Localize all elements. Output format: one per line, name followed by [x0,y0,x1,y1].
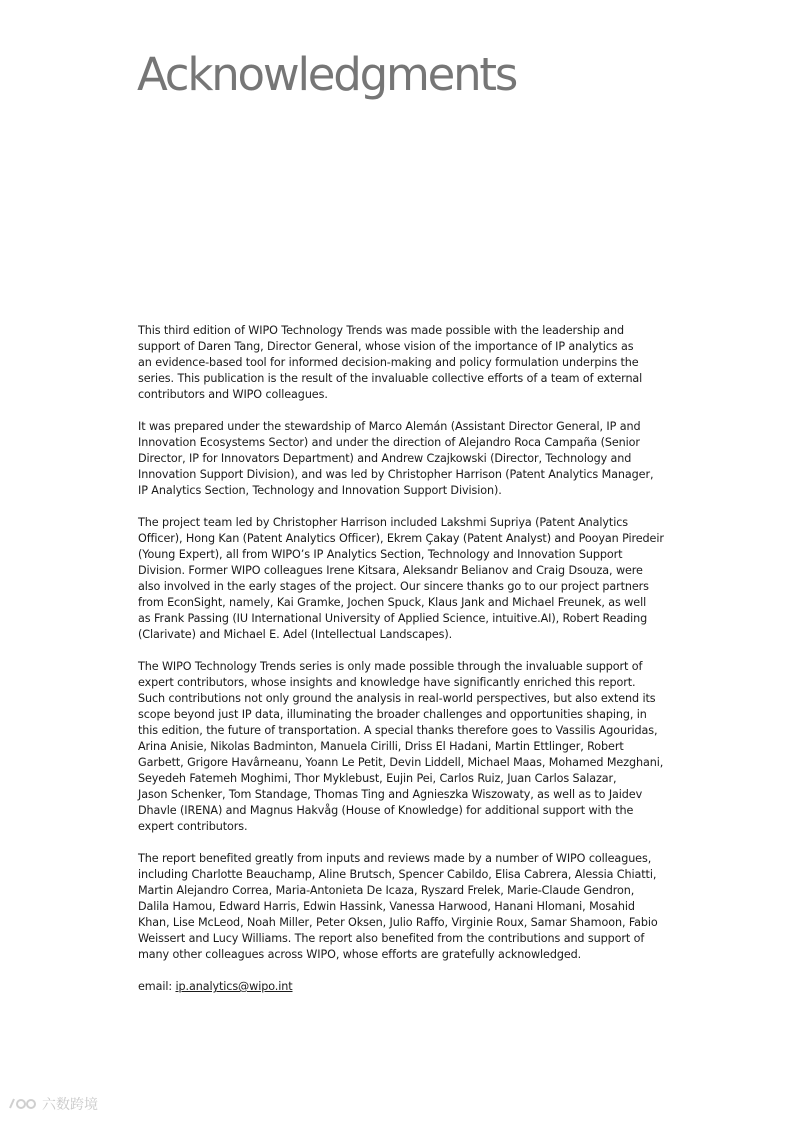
text-line: as Frank Passing (IU International University of Applied Science, intuitive.AI), Robert Reading [138,612,648,625]
text-line: contributors and WIPO colleagues. [138,388,328,401]
text-line: from EconSight, namely, Kai Gramke, Jochen Spuck, Klaus Jank and Michael Freunek, as well [138,596,647,609]
text-line: Seyedeh Fatemeh Moghimi, Thor Myklebust, Eujin Pei, Carlos Ruiz, Juan Carlos Salazar, [138,772,617,785]
text-line: Dalila Hamou, Edward Harris, Edwin Hassink, Vanessa Harwood, Hanani Hlomani, Mosahid [138,900,635,913]
text-line: The report benefited greatly from inputs and reviews made by a number of WIPO colleagues, [138,852,652,865]
text-line: Jason Schenker, Tom Standage, Thomas Ting and Agnieszka Wiszowaty, as well as to Jaidev [138,788,643,801]
text-line: Division. Former WIPO colleagues Irene Kitsara, Aleksandr Belianov and Craig Dsouza, were [138,564,643,577]
email-link[interactable]: ip.analytics@wipo.int [175,980,293,993]
paragraph-stewardship [138,419,678,499]
text-line: scope beyond just IP data, illuminating the broader challenges and opportunities shaping, in [138,708,647,721]
text-line: expert contributors, whose insights and knowledge have significantly enriched this report. [138,676,636,689]
watermark-text: 六数跨境 [42,1097,98,1113]
acknowledgments-body [138,323,678,995]
text-line: It was prepared under the stewardship of Marco Alemán (Assistant Director General, IP and [138,420,641,433]
text-line: (Clarivate) and Michael E. Adel (Intellectual Landscapes). [138,628,453,641]
text-line: IP Analytics Section, Technology and Innovation Support Division). [138,484,502,497]
text-line: Innovation Ecosystems Sector) and under the direction of Alejandro Roca Campaña (Senior [138,436,640,449]
watermark [8,1094,98,1114]
text-line: The WIPO Technology Trends series is only made possible through the invaluable support of [138,660,643,673]
text-line: series. This publication is the result of the invaluable collective efforts of a team of external [138,372,643,385]
text-line: Martin Alejandro Correa, Maria-Antonieta De Icaza, Ryszard Frelek, Marie-Claude Gendron, [138,884,635,897]
text-line: support of Daren Tang, Director General, whose vision of the importance of IP analytics as [138,340,634,353]
text-line: including Charlotte Beauchamp, Aline Brutsch, Spencer Cabildo, Elisa Cabrera, Alessia Chiatti, [138,868,657,881]
text-line: Garbett, Grigore Havârneanu, Yoann Le Petit, Devin Liddell, Michael Maas, Mohamed Mezghani, [138,756,664,769]
paragraph-expert-contributors [138,659,678,835]
text-line: this edition, the future of transportation. A special thanks therefore goes to Vassilis Agouridas, [138,724,658,737]
contact-line [138,979,678,995]
text-line: also involved in the early stages of the project. Our sincere thanks go to our project partners [138,580,649,593]
text-line: an evidence-based tool for informed decision-making and policy formulation underpins the [138,356,639,369]
text-line: Weissert and Lucy Williams. The report also benefited from the contributions and support of [138,932,645,945]
paragraph-reviewers [138,851,678,963]
email-label: email: [138,980,176,993]
text-line: Officer), Hong Kan (Patent Analytics Officer), Ekrem Çakay (Patent Analyst) and Pooyan Piredeir [138,532,664,545]
text-line: expert contributors. [138,820,248,833]
text-line: Dhavle (IRENA) and Magnus Hakvåg (House of Knowledge) for additional support with the [138,804,634,817]
text-line: Innovation Support Division), and was led by Christopher Harrison (Patent Analytics Manager, [138,468,654,481]
paragraph-leadership [138,323,678,403]
paragraph-project-team [138,515,678,643]
text-line: Such contributions not only ground the analysis in real-world perspectives, but also extend its [138,692,656,705]
text-line: Director, IP for Innovators Department) and Andrew Czajkowski (Director, Technology and [138,452,632,465]
text-line: Khan, Lise McLeod, Noah Miller, Peter Oksen, Julio Raffo, Virginie Roux, Samar Shamoon, Fabio [138,916,658,929]
page-title: Acknowledgments [137,48,517,101]
text-line: many other colleagues across WIPO, whose efforts are gratefully acknowledged. [138,948,582,961]
text-line: (Young Expert), all from WIPO’s IP Analytics Section, Technology and Innovation Support [138,548,623,561]
text-line: Arina Anisie, Nikolas Badminton, Manuela Cirilli, Driss El Hadani, Martin Ettlinger, Robert [138,740,624,753]
text-line: This third edition of WIPO Technology Trends was made possible with the leadership and [138,324,624,337]
text-line: The project team led by Christopher Harrison included Lakshmi Supriya (Patent Analytics [138,516,628,529]
watermark-logo-icon [8,1096,38,1112]
